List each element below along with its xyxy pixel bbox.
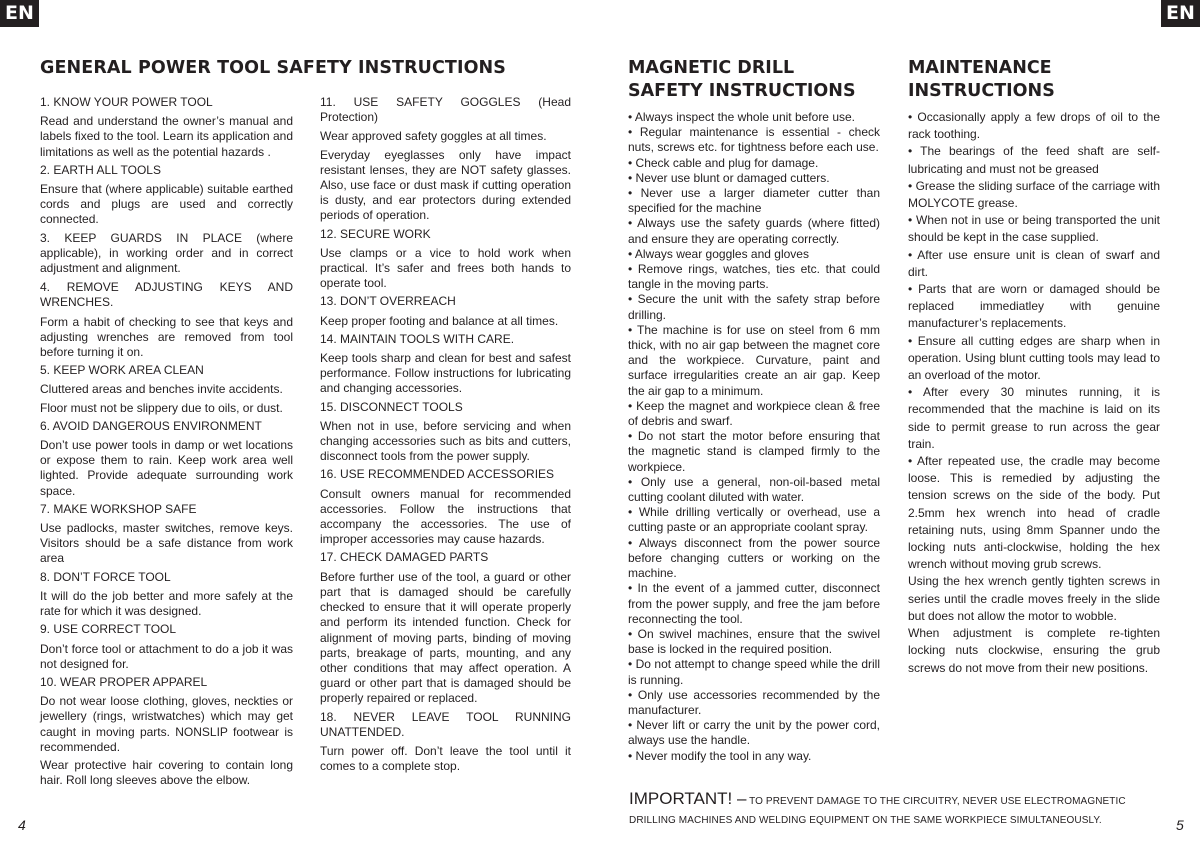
general-safety-column-2 [320,95,571,777]
page-number-left: 4 [18,817,26,833]
list-item: • Only use a general, non-oil-based metal cutting coolant diluted with water. [628,474,880,505]
page-number-right: 5 [1176,817,1184,833]
magnetic-drill-title-line-1: MAGNETIC DRILL [628,58,795,78]
list-item: • Never use blunt or damaged cutters. [628,170,830,185]
section-heading: 12. SECURE WORK [320,226,431,241]
section-heading: 15. DISCONNECT TOOLS [320,399,463,414]
section-text: Before further use of the tool, a guard or other part that is damaged should be carefully checked to ensure that it will operate properly and perform its intended function. Check for alignment of moving parts, binding of moving parts, breakage of parts, mounting, and any other conditions that may affect operation. A guard or other part that is damaged should be properly repaired or replaced. [320,569,571,706]
list-item: • In the event of a jammed cutter, disconnect from the power supply, and free the jam before reconnecting the tool. [628,581,880,626]
section-text: Wear protective hair covering to contain long hair. Roll long sleeves above the elbow. [40,757,293,788]
section-text: Don’t force tool or attachment to do a job it was not designed for. [40,641,293,671]
section-heading: 14. MAINTAIN TOOLS WITH CARE. [320,331,515,346]
section-heading: 11. USE SAFETY GOGGLES (Head Protection) [320,95,571,125]
list-item: • The bearings of the feed shaft are self-lubricating and must not be greased [908,144,1160,176]
list-item: • Always use the safety guards (where fitted) and ensure they are operating correctly. [628,216,880,246]
list-item: • Check cable and plug for damage. [628,155,819,170]
section-text: Everyday eyeglasses only have impact resistant lenses, they are NOT safety glasses. Also, use face or dust mask if cutting operation is dusty, and ear protectors during extended periods of operation. [320,147,571,223]
important-text: TO PREVENT DAMAGE TO THE CIRCUITRY, NEVER USE ELECTROMAGNETIC DRILLING MACHINES AND WELDING EQUIPMENT ON THE SAME WORKPIECE SIMULTANEOUSLY. [629,796,1126,826]
section-text: Cluttered areas and benches invite accidents. [40,382,283,397]
section-heading: 3. KEEP GUARDS IN PLACE (where applicable), in working order and in correct adjustment and alignment. [40,230,293,276]
section-heading: 4. REMOVE ADJUSTING KEYS AND WRENCHES. [40,280,293,310]
section-heading: 7. MAKE WORKSHOP SAFE [40,501,197,516]
magnetic-drill-title [628,57,888,103]
list-item: • Keep the magnet and workpiece clean & free of debris and swarf. [628,398,880,429]
list-item: • Only use accessories recommended by the manufacturer. [628,687,880,717]
section-text: Use clamps or a vice to hold work when practical. It’s safer and frees both hands to operate tool. [320,245,571,291]
section-text: Form a habit of checking to see that keys and adjusting wrenches are removed from tool before turning it on. [40,314,293,360]
list-item: • Never use a larger diameter cutter than specified for the machine [628,186,880,216]
list-item: When adjustment is complete re-tighten locking nuts clockwise, ensuring the grub screws do not move from their new positions. [908,626,1160,675]
magnetic-drill-title-line-2: SAFETY INSTRUCTIONS [628,81,856,101]
list-item: • Occasionally apply a few drops of oil to the rack toothing. [908,110,1160,142]
list-item: • Never lift or carry the unit by the power cord, always use the handle. [628,718,880,748]
section-text: Keep tools sharp and clean for best and safest performance. Follow instructions for lubricating and changing accessories. [320,351,571,396]
list-item: • When not in use or being transported the unit should be kept in the case supplied. [908,213,1160,245]
section-text: It will do the job better and more safely at the rate for which it was designed. [40,588,293,619]
list-item: • Secure the unit with the safety strap before drilling. [628,292,880,322]
list-item: • After every 30 minutes running, it is recommended that the machine is laid on its side to permit grease to run across the gear train. [908,385,1160,451]
important-lead: IMPORTANT! – [629,789,747,808]
maintenance-title [908,57,1168,103]
section-heading: 9. USE CORRECT TOOL [40,622,177,637]
list-item: • Grease the sliding surface of the carriage with MOLYCOTE grease. [908,178,1160,211]
maintenance-list [908,109,1160,677]
language-tag-left: EN [0,0,39,27]
section-text: Wear approved safety goggles at all times. [320,129,547,144]
maintenance-title-line-2: INSTRUCTIONS [908,81,1055,101]
section-text: Read and understand the owner’s manual and labels fixed to the tool. Learn its application and limitations as well as the potential hazards . [40,114,293,159]
section-text: Keep proper footing and balance at all times. [320,313,559,328]
section-text: Turn power off. Don’t leave the tool until it comes to a complete stop. [320,743,571,774]
list-item: • Always disconnect from the power source before changing cutters or working on the machine. [628,535,880,581]
section-heading: 17. CHECK DAMAGED PARTS [320,550,489,565]
section-heading: 1. KNOW YOUR POWER TOOL [40,95,213,109]
list-item: • Always wear goggles and gloves [628,246,809,261]
section-heading: 10. WEAR PROPER APPAREL [40,674,208,689]
section-text: Floor must not be slippery due to oils, or dust. [40,400,283,415]
list-item: • Ensure all cutting edges are sharp when in operation. Using blunt cutting tools may lead to an overload of the motor. [908,333,1160,383]
list-item: • Always inspect the whole unit before use. [628,110,855,124]
section-heading: 5. KEEP WORK AREA CLEAN [40,363,204,378]
list-item: • While drilling vertically or overhead, use a cutting paste or an appropriate coolant spray. [628,505,880,535]
list-item: • On swivel machines, ensure that the swivel base is locked in the required position. [628,626,880,657]
general-safety-column-1 [40,95,293,791]
section-text: Do not wear loose clothing, gloves, neckties or jewellery (rings, wristwatches) which may get caught in moving parts. NONSLIP footwear is recommended. [40,694,293,754]
language-tag-right: EN [1161,0,1200,27]
section-text: Consult owners manual for recommended accessories. Follow the instructions that accompany the accessories. The use of improper accessories may cause hazards. [320,486,571,547]
section-text: Don’t use power tools in damp or wet locations or expose them to rain. Keep work area well lighted. Provide adequate surrounding work space. [40,438,293,498]
list-item: • Never modify the tool in any way. [628,748,812,763]
general-safety-title: GENERAL POWER TOOL SAFETY INSTRUCTIONS [40,58,507,78]
magnetic-drill-list [628,110,880,764]
section-text: Ensure that (where applicable) suitable earthed cords and plugs are used and correctly connected. [40,182,293,227]
list-item: • After repeated use, the cradle may become loose. This is remedied by adjusting the tension screws on the side of the body. Put 2.5mm hex wrench into head of cradle retaining nuts, using 8mm Spanner undo the locking nuts anti-clockwise, holding the hex wrench without moving grub screws. [908,454,1160,572]
section-heading: 2. EARTH ALL TOOLS [40,162,161,177]
important-notice [629,790,1169,829]
list-item: Using the hex wrench gently tighten screws in series until the cradle moves freely in the slide but does not allow the motor to wobble. [908,574,1160,623]
maintenance-title-line-1: MAINTENANCE [908,58,1052,78]
section-text: When not in use, before servicing and when changing accessories such as bits and cutters, disconnect tools from the power supply. [320,418,571,464]
list-item: • Do not start the motor before ensuring that the magnetic stand is clamped firmly to the workpiece. [628,429,880,474]
list-item: • Do not attempt to change speed while the drill is running. [628,657,880,687]
section-heading: 18. NEVER LEAVE TOOL RUNNING UNATTENDED. [320,709,571,739]
list-item: • The machine is for use on steel from 6 mm thick, with no air gap between the magnet core and the workpiece. Curvature, paint and surface irregularities create an air gap. Keep the air gap to a minimum. [628,322,880,398]
list-item: • Remove rings, watches, ties etc. that could tangle in the moving parts. [628,262,880,292]
section-text: Use padlocks, master switches, remove keys. Visitors should be a safe distance from work area [40,521,293,566]
section-heading: 6. AVOID DANGEROUS ENVIRONMENT [40,418,262,433]
list-item: • Regular maintenance is essential - check nuts, screws etc. for tightness before each use. [628,125,880,155]
section-heading: 8. DON’T FORCE TOOL [40,569,171,584]
list-item: • After use ensure unit is clean of swarf and dirt. [908,247,1160,279]
section-heading: 16. USE RECOMMENDED ACCESSORIES [320,467,555,482]
list-item: • Parts that are worn or damaged should be replaced immediatley with genuine manufacturer’s replacements. [908,282,1160,331]
section-heading: 13. DON’T OVERREACH [320,294,456,309]
